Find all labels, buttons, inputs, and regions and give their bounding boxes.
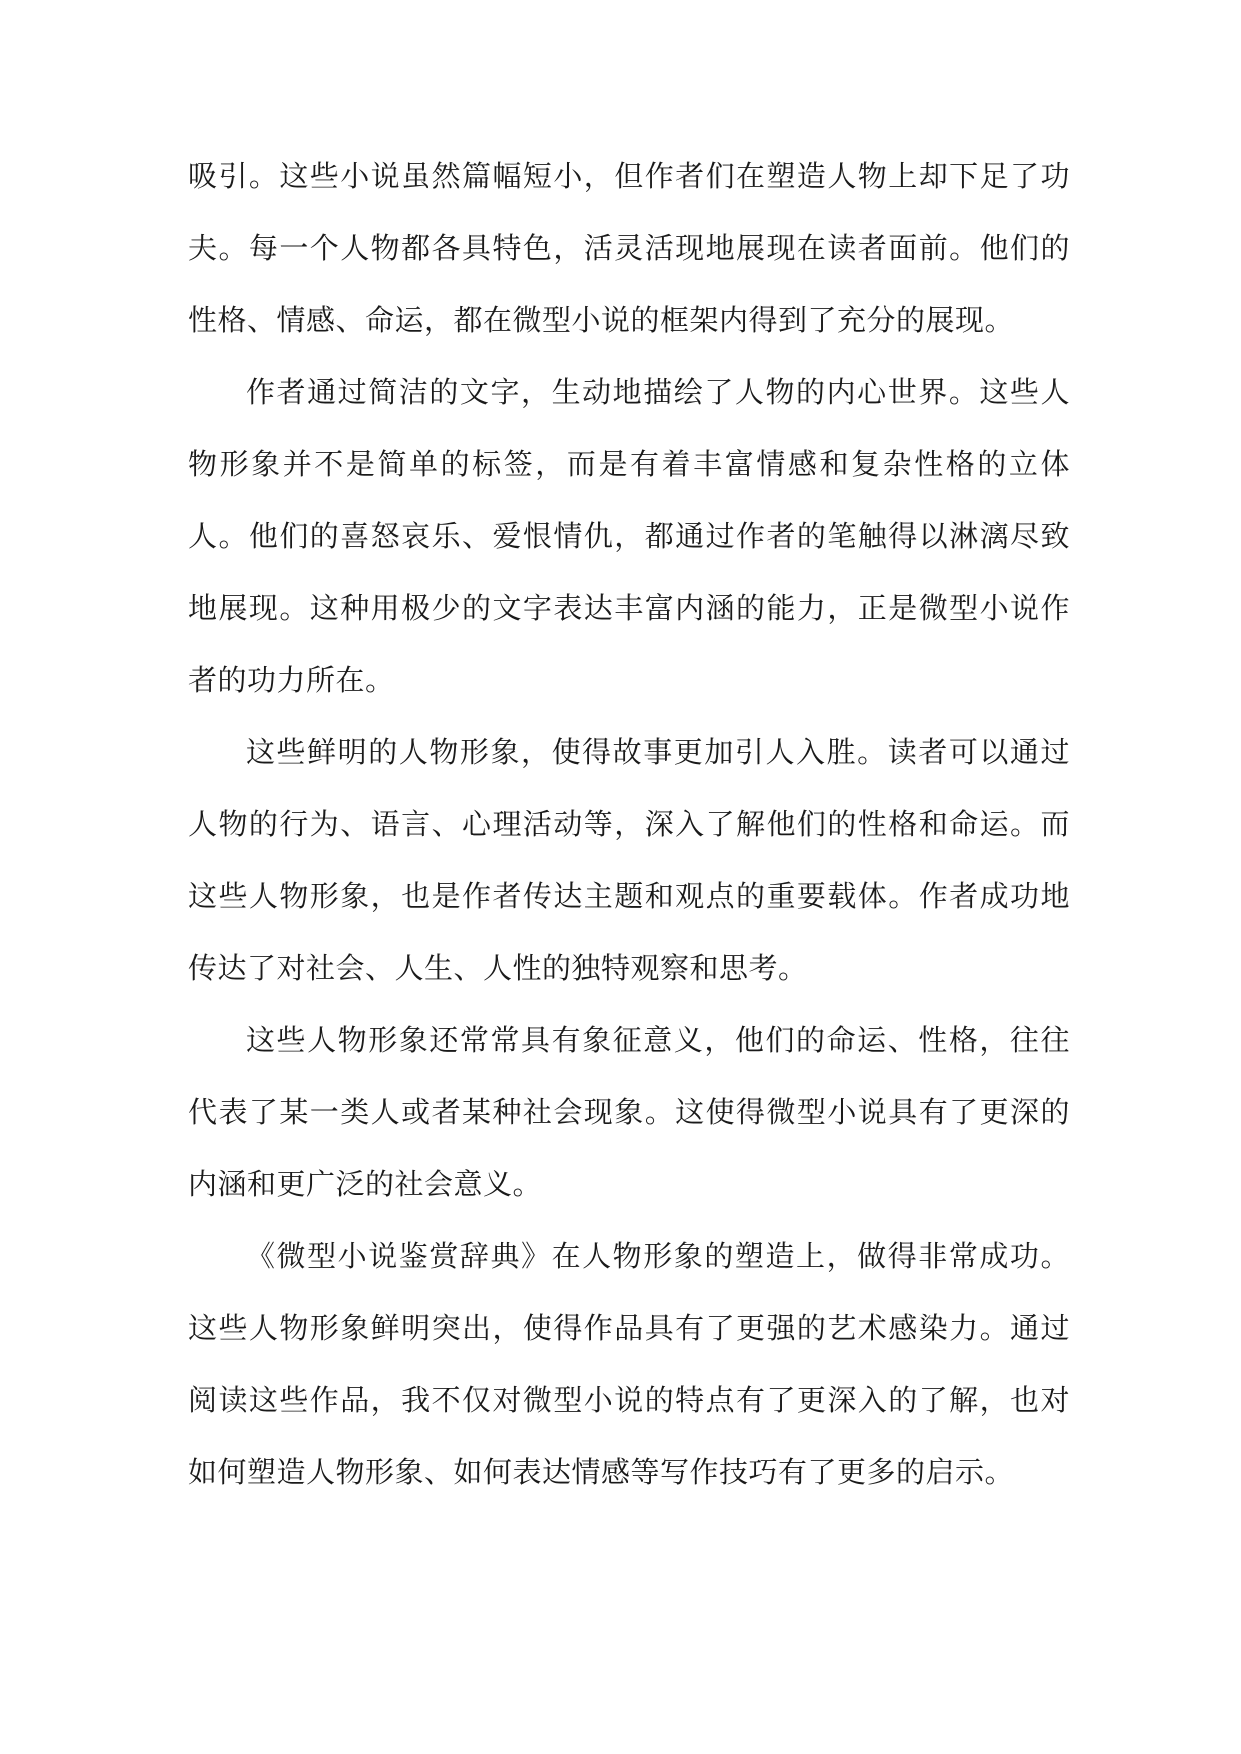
paragraph-3: 这些鲜明的人物形象，使得故事更加引人入胜。读者可以通过人物的行为、语言、心理活动等，深入了解他们的性格和命运。而这些人物形象，也是作者传达主题和观点的重要载体。作者成功地传达了对社会、人生、人性的独特观察和思考。 bbox=[188, 735, 1070, 985]
body-text bbox=[188, 140, 1070, 1508]
paragraph-5: 《微型小说鉴赏辞典》在人物形象的塑造上，做得非常成功。这些人物形象鲜明突出，使得作品具有了更强的艺术感染力。通过阅读这些作品，我不仅对微型小说的特点有了更深入的了解，也对如何塑造人物形象、如何表达情感等写作技巧有了更多的启示。 bbox=[188, 1239, 1070, 1489]
paragraph-1: 吸引。这些小说虽然篇幅短小，但作者们在塑造人物上却下足了功夫。每一个人物都各具特色，活灵活现地展现在读者面前。他们的性格、情感、命运，都在微型小说的框架内得到了充分的展现。 bbox=[188, 159, 1070, 337]
paragraph-2: 作者通过简洁的文字，生动地描绘了人物的内心世界。这些人物形象并不是简单的标签，而是有着丰富情感和复杂性格的立体人。他们的喜怒哀乐、爱恨情仇，都通过作者的笔触得以淋漓尽致地展现。这种用极少的文字表达丰富内涵的能力，正是微型小说作者的功力所在。 bbox=[188, 375, 1070, 697]
paragraph-4: 这些人物形象还常常具有象征意义，他们的命运、性格，往往代表了某一类人或者某种社会现象。这使得微型小说具有了更深的内涵和更广泛的社会意义。 bbox=[188, 1023, 1070, 1201]
